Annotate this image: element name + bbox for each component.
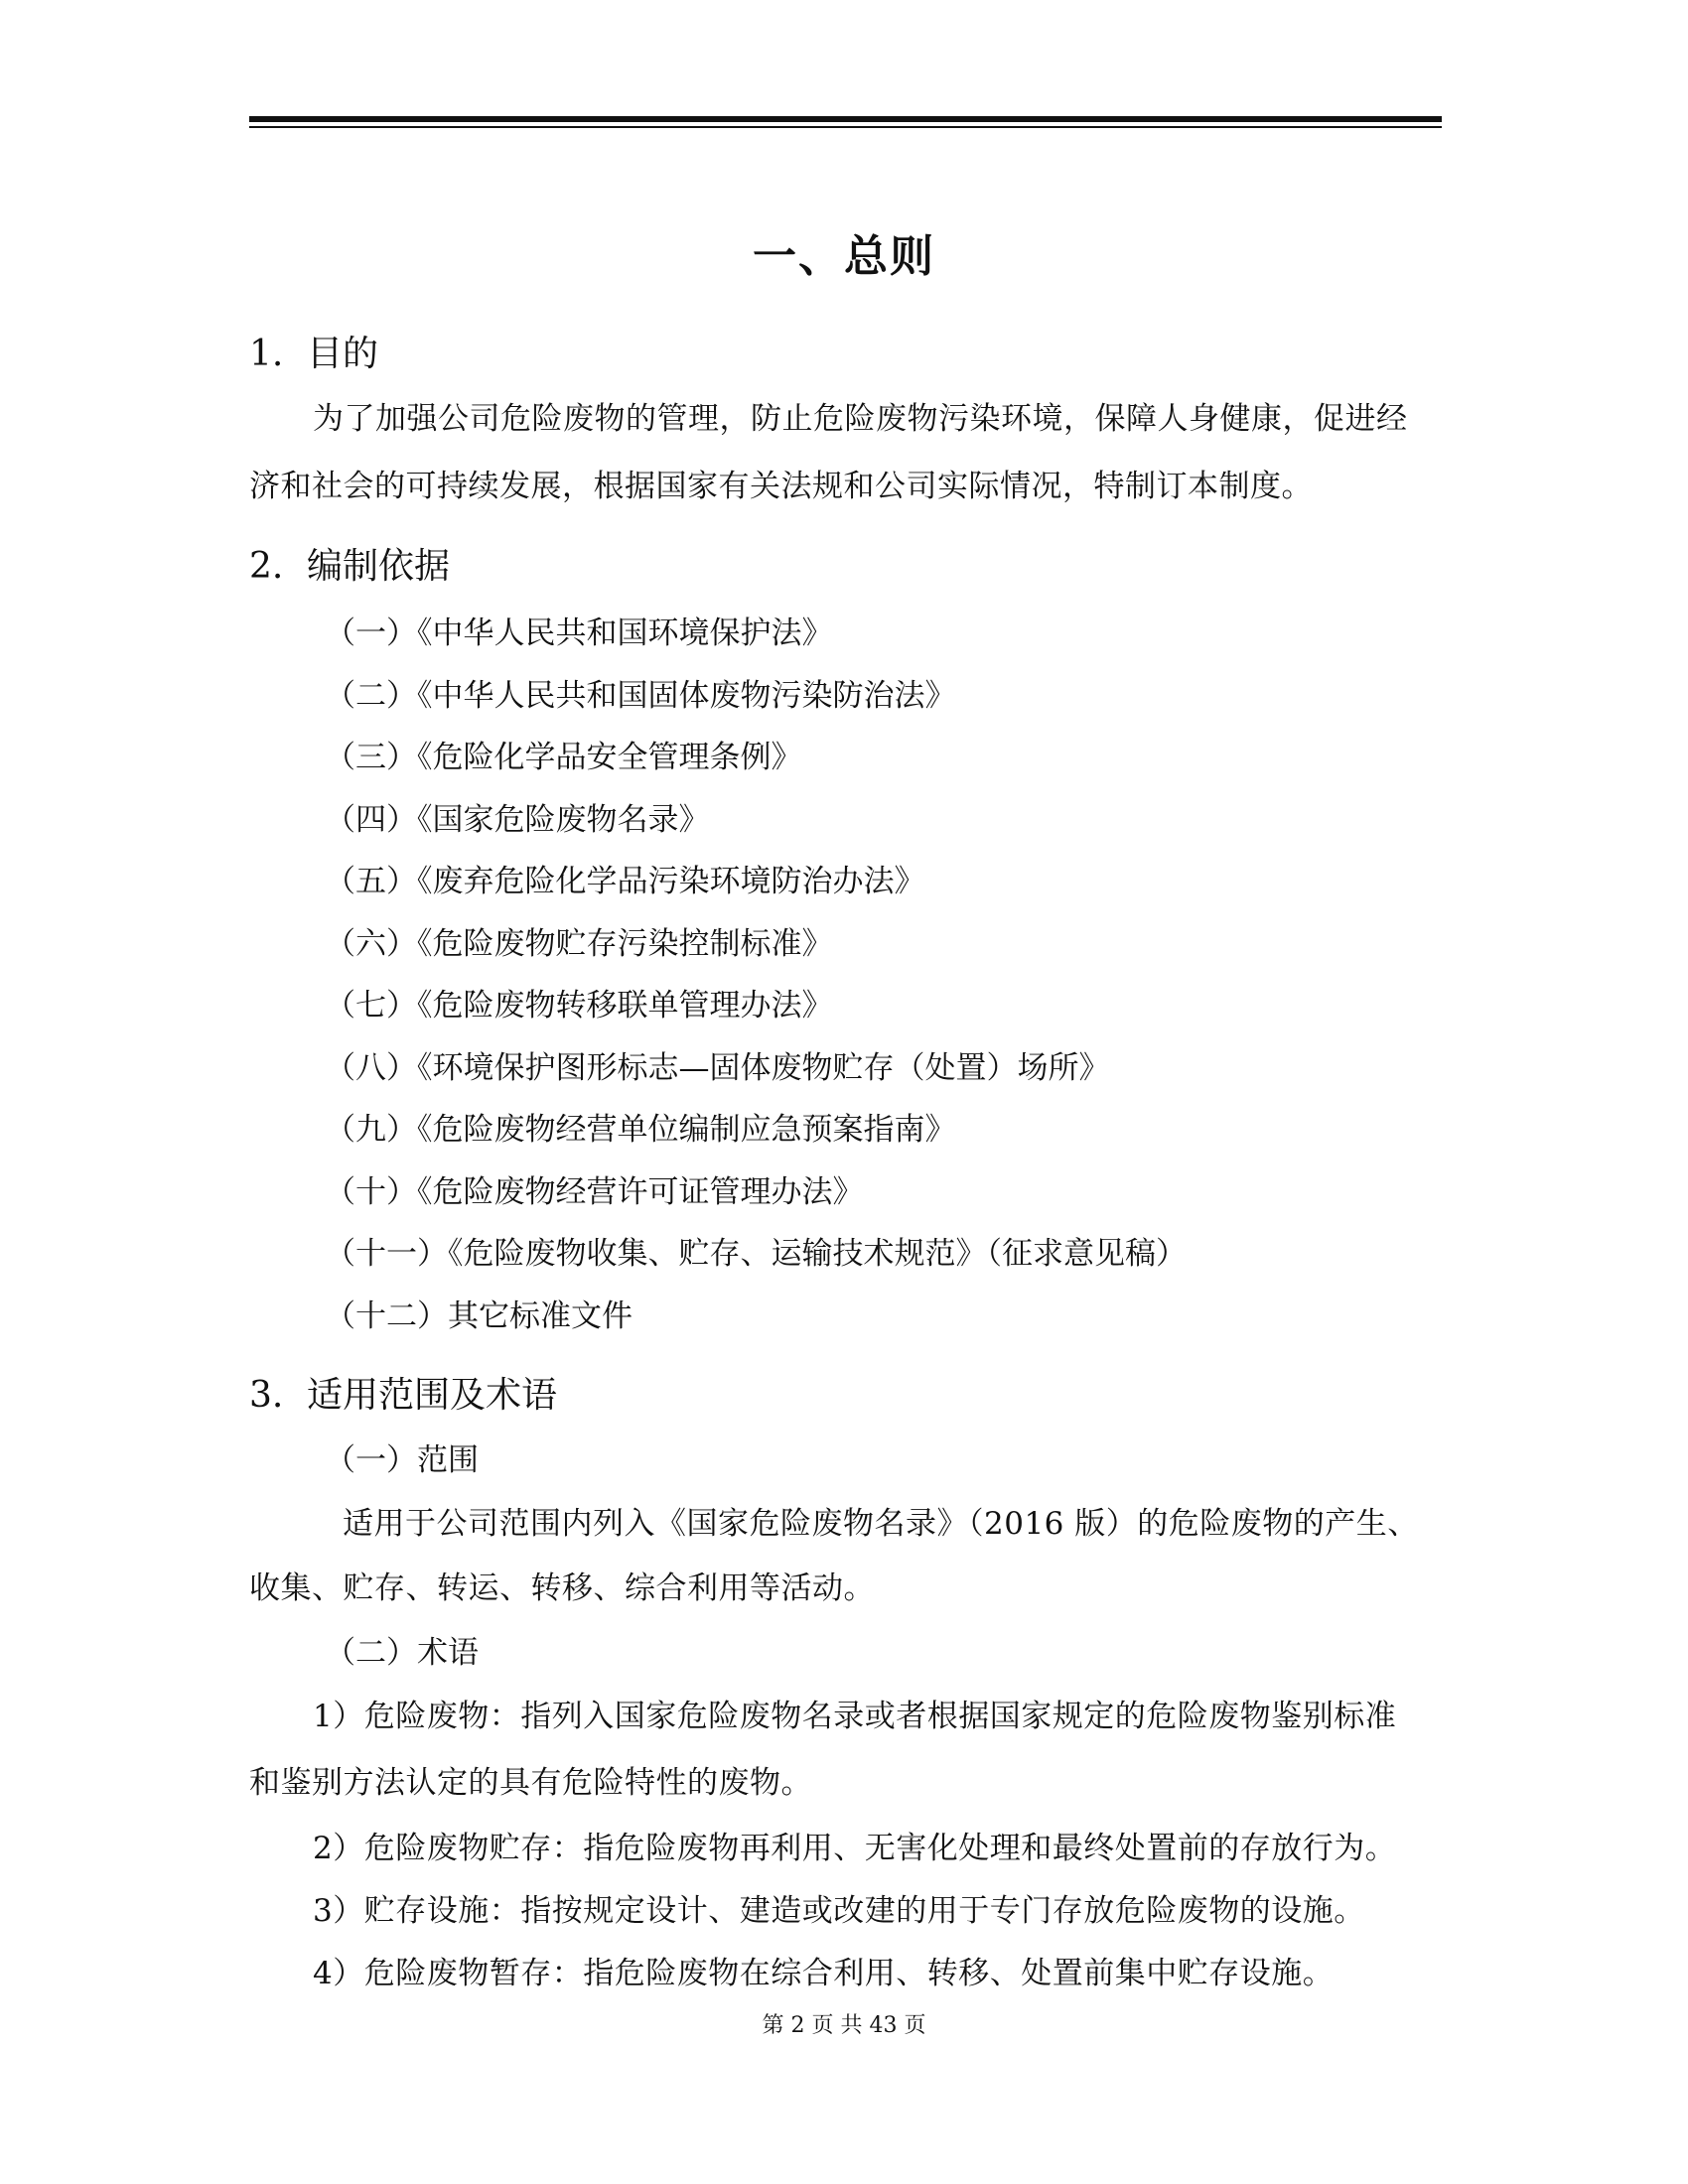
section-title: 编制依据	[307, 546, 451, 587]
header-rule-thin	[249, 126, 1442, 128]
reference-item: （十）《危险废物经营许可证管理办法》	[325, 1174, 864, 1210]
term-line: 和鉴别方法认定的具有危险特性的废物。	[249, 1765, 812, 1801]
term-line: 2）危险废物贮存：指危险废物再利用、无害化处理和最终处置前的存放行为。	[313, 1831, 1397, 1866]
paragraph-line: 济和社会的可持续发展，根据国家有关法规和公司实际情况，特制订本制度。	[249, 469, 1313, 504]
reference-item: （十二）其它标准文件	[325, 1298, 633, 1334]
section-number: 2.	[249, 546, 284, 587]
reference-item: （五）《废弃危险化学品污染环境防治办法》	[325, 864, 925, 899]
scope-heading: （一）范围	[325, 1442, 479, 1478]
reference-item: （九）《危险废物经营单位编制应急预案指南》	[325, 1112, 956, 1148]
term-line: 1）危险废物：指列入国家危险废物名录或者根据国家规定的危险废物鉴别标准	[313, 1699, 1397, 1734]
page-footer: 第 2 页 共 43 页	[762, 2013, 926, 2038]
section-number: 3.	[249, 1375, 284, 1416]
chapter-title: 一、总则	[753, 231, 935, 282]
term-line: 4）危险废物暂存：指危险废物在综合利用、转移、处置前集中贮存设施。	[313, 1956, 1335, 1991]
reference-item: （七）《危险废物转移联单管理办法》	[325, 988, 833, 1024]
section-title: 适用范围及术语	[307, 1375, 558, 1416]
section-number: 1.	[249, 334, 284, 374]
reference-item: （三）《危险化学品安全管理条例》	[325, 740, 802, 775]
paragraph-line: 为了加强公司危险废物的管理，防止危险废物污染环境，保障人身健康，促进经	[313, 401, 1408, 437]
section-heading-basis	[249, 538, 450, 589]
section-heading-scope-terms	[249, 1367, 557, 1418]
paragraph-line: 收集、贮存、转运、转移、综合利用等活动。	[249, 1570, 875, 1606]
header-rule-thick	[249, 116, 1442, 122]
reference-item: （一）《中华人民共和国环境保护法》	[325, 615, 833, 651]
section-heading-purpose	[249, 326, 378, 376]
reference-item: （四）《国家危险废物名录》	[325, 802, 710, 838]
paragraph-line: 适用于公司范围内列入《国家危险废物名录》（2016 版）的危险废物的产生、	[343, 1506, 1419, 1542]
reference-item: （八）《环境保护图形标志—固体废物贮存（处置）场所》	[325, 1050, 1110, 1086]
section-title: 目的	[307, 334, 379, 374]
reference-item: （十一）《危险废物收集、贮存、运输技术规范》（征求意见稿）	[325, 1236, 1187, 1272]
terms-heading: （二）术语	[325, 1635, 479, 1671]
term-line: 3）贮存设施：指按规定设计、建造或改建的用于专门存放危险废物的设施。	[313, 1893, 1365, 1929]
reference-item: （二）《中华人民共和国固体废物污染防治法》	[325, 678, 956, 714]
reference-item: （六）《危险废物贮存污染控制标准》	[325, 926, 833, 962]
